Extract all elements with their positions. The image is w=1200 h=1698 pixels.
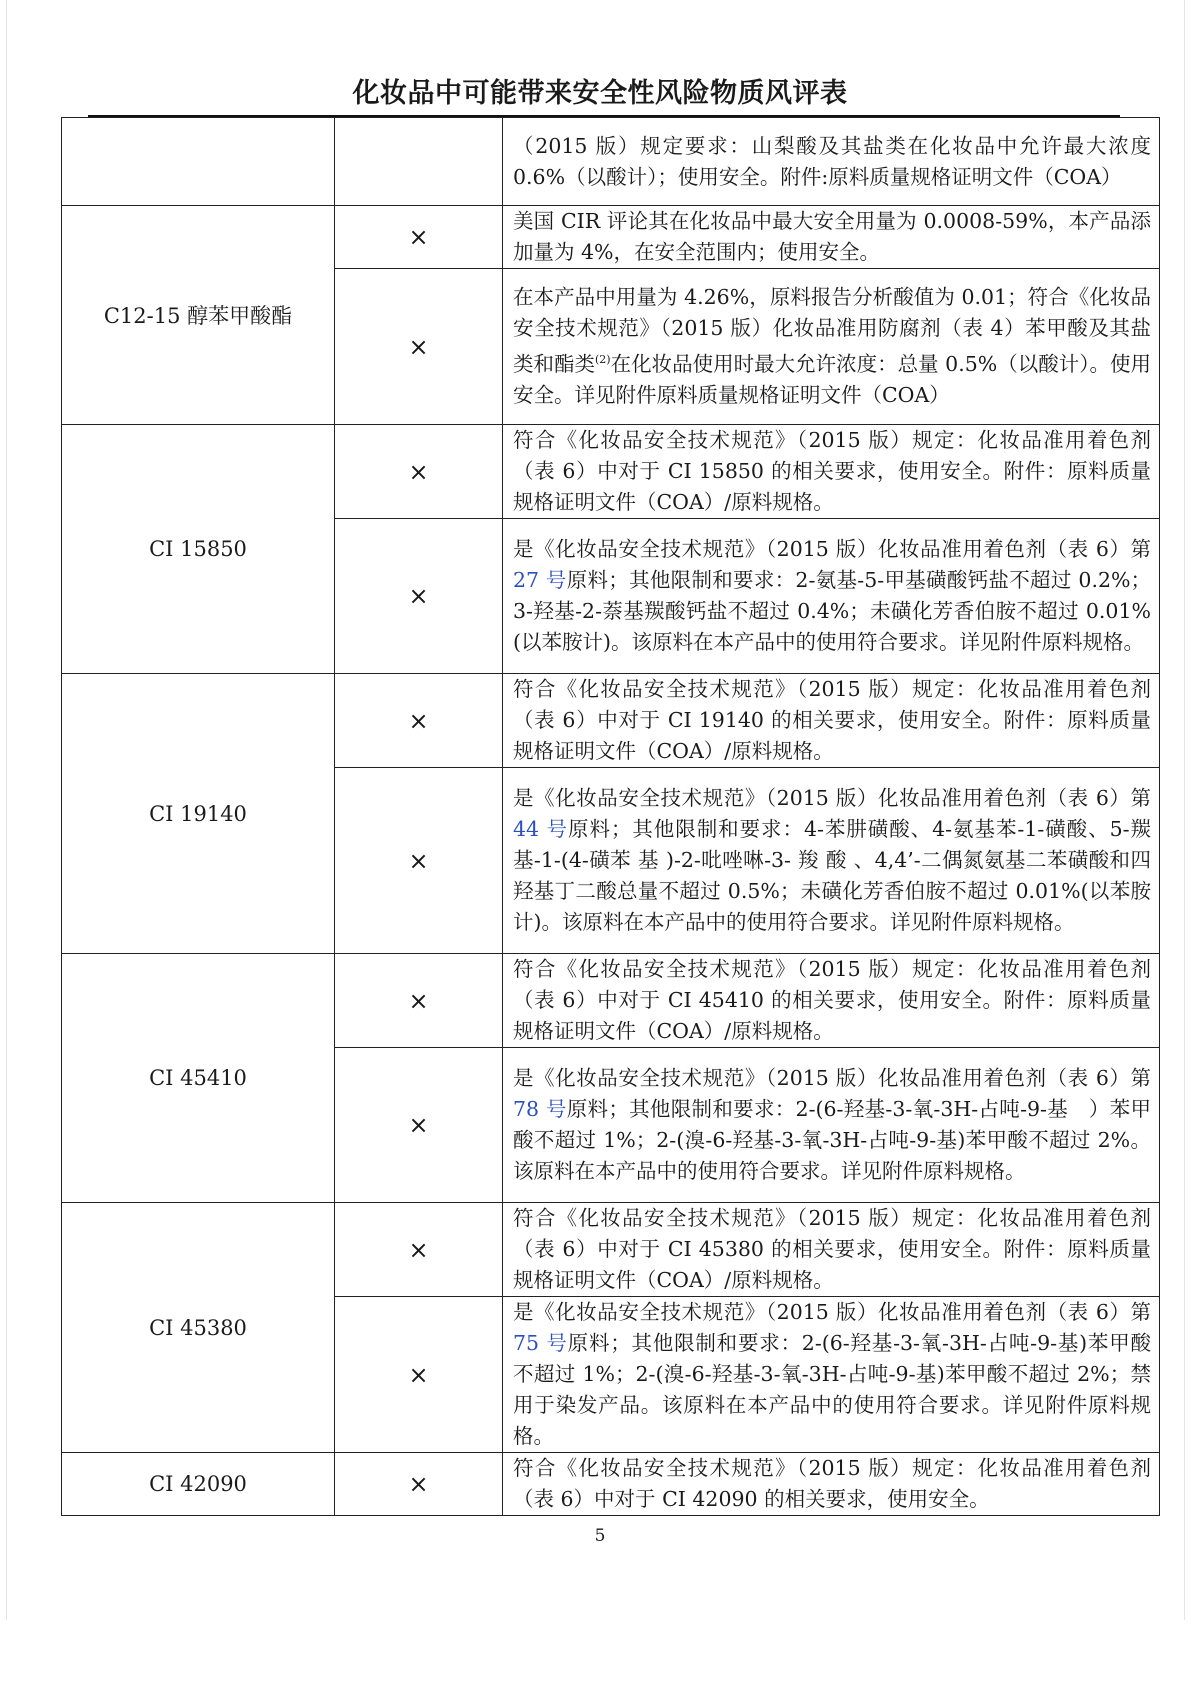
assessment-cell: （2015 版）规定要求：山梨酸及其盐类在化妆品中允许最大浓度 0.6%（以酸计）；使用安全。附件:原料质量规格证明文件（COA） xyxy=(503,118,1160,206)
mark-cell: × xyxy=(335,206,503,269)
mark-cell: × xyxy=(335,954,503,1048)
table-row xyxy=(62,1203,1160,1297)
assessment-cell: 符合《化妆品安全技术规范》（2015 版）规定：化妆品准用着色剂（表 6）中对于 CI 45410 的相关要求，使用安全。附件：原料质量规格证明文件（COA）/原料规格。 xyxy=(503,954,1160,1048)
ingredient-cell: CI 45380 xyxy=(62,1203,335,1453)
footnote-marker: (2) xyxy=(595,353,611,367)
mark-cell: × xyxy=(335,1297,503,1453)
assessment-cell xyxy=(503,1048,1160,1203)
assessment-cell xyxy=(503,519,1160,674)
assessment-text: 是《化妆品安全技术规范》（2015 版）化妆品准用着色剂（表 6）第 xyxy=(513,1066,1151,1090)
assessment-cell: 符合《化妆品安全技术规范》（2015 版）规定：化妆品准用着色剂（表 6）中对于 CI 19140 的相关要求，使用安全。附件：原料质量规格证明文件（COA）/原料规格。 xyxy=(503,674,1160,768)
mark-cell: × xyxy=(335,768,503,954)
table-ref-link[interactable]: 75 号 xyxy=(513,1331,568,1355)
table-row xyxy=(62,674,1160,768)
table-row xyxy=(62,206,1160,269)
assessment-cell xyxy=(503,1297,1160,1453)
table-row xyxy=(62,425,1160,519)
mark-cell xyxy=(335,118,503,206)
table-row xyxy=(62,118,1160,206)
assessment-text: 原料；其他限制和要求：2-(6-羟基-3-氧-3H-占吨-9-基)苯甲酸不超过 1%；2-(溴-6-羟基-3-氧-3H-占吨-9-基)苯甲酸不超过 2%；禁用于染发产品。该原料在本产品中的使用符合要求。详见附件原料规格。 xyxy=(513,1331,1151,1448)
ingredient-cell xyxy=(62,118,335,206)
assessment-cell: 美国 CIR 评论其在化妆品中最大安全用量为 0.0008-59%，本产品添加量为 4%，在安全范围内；使用安全。 xyxy=(503,206,1160,269)
assessment-text: 是《化妆品安全技术规范》（2015 版）化妆品准用着色剂（表 6）第 xyxy=(513,1300,1151,1324)
mark-cell: × xyxy=(335,1203,503,1297)
assessment-cell: 符合《化妆品安全技术规范》（2015 版）规定：化妆品准用着色剂（表 6）中对于 CI 42090 的相关要求，使用安全。 xyxy=(503,1453,1160,1516)
page-title: 化妆品中可能带来安全性风险物质风评表 xyxy=(352,78,848,109)
ingredient-cell: C12-15 醇苯甲酸酯 xyxy=(62,206,335,425)
table-ref-link[interactable]: 27 号 xyxy=(513,568,567,592)
mark-cell: × xyxy=(335,519,503,674)
assessment-cell xyxy=(503,768,1160,954)
mark-cell: × xyxy=(335,425,503,519)
mark-cell: × xyxy=(335,269,503,425)
mark-cell: × xyxy=(335,1048,503,1203)
page-edge-right xyxy=(1184,0,1185,1620)
mark-cell: × xyxy=(335,1453,503,1516)
table-ref-link[interactable]: 44 号 xyxy=(513,817,569,841)
ingredient-cell: CI 15850 xyxy=(62,425,335,674)
assessment-cell xyxy=(503,269,1160,425)
ingredient-cell: CI 42090 xyxy=(62,1453,335,1516)
assessment-text: 原料；其他限制和要求：2-(6-羟基-3-氧-3H-占吨-9-基 ）苯甲酸不超过 1%；2-(溴-6-羟基-3-氧-3H-占吨-9-基)苯甲酸不超过 2%。该原料在本产品中的使用符合要求。详见附件原料规格。 xyxy=(513,1097,1151,1183)
assessment-text: 原料；其他限制和要求：4-苯肼磺酸、4-氨基苯-1-磺酸、5-羰基-1-(4-磺苯 基 )-2-吡唑啉-3- 羧 酸 、4,4’-二偶氮氨基二苯磺酸和四羟基丁二酸总量不超过 0.5%；未磺化芳香伯胺不超过 0.01%(以苯胺计)。该原料在本产品中的使用符合要求。详见附件原料规格。 xyxy=(513,817,1151,934)
assessment-cell: 符合《化妆品安全技术规范》（2015 版）规定：化妆品准用着色剂（表 6）中对于 CI 15850 的相关要求，使用安全。附件：原料质量规格证明文件（COA）/原料规格。 xyxy=(503,425,1160,519)
ingredient-cell: CI 19140 xyxy=(62,674,335,954)
assessment-text: 在本产品中用量为 4.26%，原料报告分析酸值为 0.01；符合《化妆品安全技术规范》（2015 版）化妆品准用防腐剂（表 4）苯甲酸及其盐类和酯类 xyxy=(513,285,1151,376)
table-ref-link[interactable]: 78 号 xyxy=(513,1097,567,1121)
table-row xyxy=(62,954,1160,1048)
page-number: 5 xyxy=(594,1526,606,1546)
assessment-text: 原料；其他限制和要求：2-氨基-5-甲基磺酸钙盐不超过 0.2%；3-羟基-2-萘基羰酸钙盐不超过 0.4%；未磺化芳香伯胺不超过 0.01%(以苯胺计)。该原料在本产品中的使用符合要求。详见附件原料规格。 xyxy=(513,568,1151,654)
risk-assessment-table xyxy=(61,117,1160,1516)
assessment-cell: 符合《化妆品安全技术规范》（2015 版）规定：化妆品准用着色剂（表 6）中对于 CI 45380 的相关要求，使用安全。附件：原料质量规格证明文件（COA）/原料规格。 xyxy=(503,1203,1160,1297)
ingredient-cell: CI 45410 xyxy=(62,954,335,1203)
assessment-text: 是《化妆品安全技术规范》（2015 版）化妆品准用着色剂（表 6）第 xyxy=(513,537,1151,561)
mark-cell: × xyxy=(335,674,503,768)
page-edge-left xyxy=(6,0,7,1620)
assessment-text: 是《化妆品安全技术规范》（2015 版）化妆品准用着色剂（表 6）第 xyxy=(513,786,1151,810)
assessment-text: 在化妆品使用时最大允许浓度：总量 0.5%（以酸计）。使用安全。详见附件原料质量规格证明文件（COA） xyxy=(513,351,1151,407)
table-row xyxy=(62,1453,1160,1516)
